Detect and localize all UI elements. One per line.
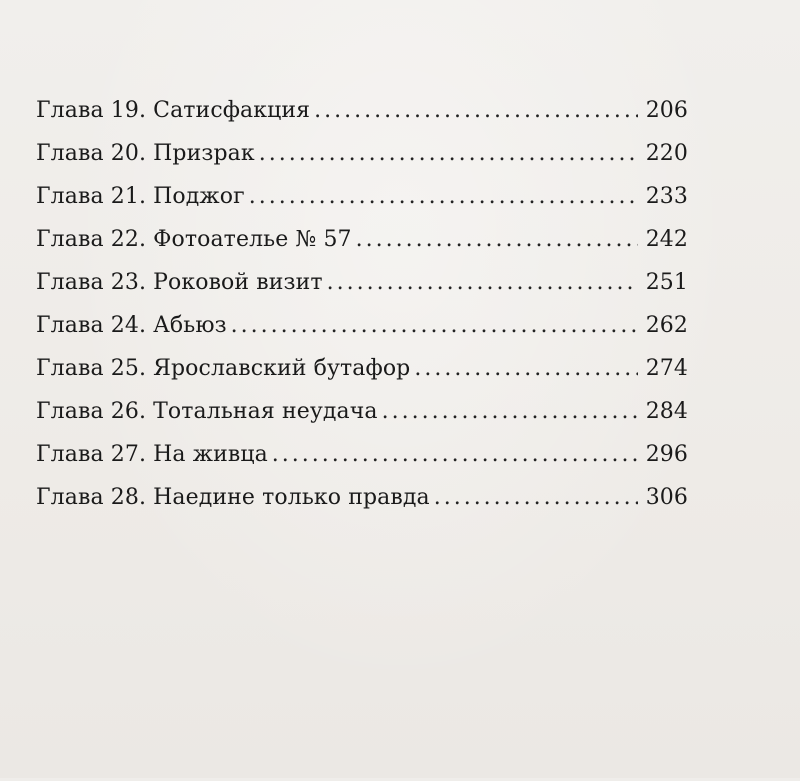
dot-leader	[434, 485, 638, 510]
toc-entry-page: 296	[645, 442, 688, 467]
toc-entry-title: Глава 21. Поджог	[36, 184, 245, 209]
dot-leader	[356, 227, 638, 252]
toc-entry-title: Глава 28. Наедине только правда	[36, 485, 430, 510]
toc-entry-page: 251	[645, 270, 688, 295]
table-of-contents	[36, 98, 688, 528]
toc-entry-page: 220	[645, 141, 688, 166]
dot-leader	[382, 399, 638, 424]
dot-leader	[272, 442, 638, 467]
dot-leader	[249, 184, 638, 209]
toc-entry-page: 306	[645, 485, 688, 510]
show-through-text	[179, 557, 781, 780]
toc-entry	[36, 399, 688, 442]
toc-entry	[36, 356, 688, 399]
toc-entry-title: Глава 24. Абьюз	[36, 313, 227, 338]
toc-entry	[36, 270, 688, 313]
toc-entry-page: 284	[645, 399, 688, 424]
dot-leader	[231, 313, 638, 338]
toc-entry-page: 206	[645, 98, 688, 123]
toc-entry-title: Глава 22. Фотоателье № 57	[36, 227, 352, 252]
dot-leader	[327, 270, 638, 295]
toc-entry-page: 274	[645, 356, 688, 381]
toc-entry	[36, 98, 688, 141]
toc-entry-page: 242	[645, 227, 688, 252]
dot-leader	[314, 98, 638, 123]
dot-leader	[414, 356, 638, 381]
toc-entry	[36, 184, 688, 227]
toc-entry-title: Глава 23. Роковой визит	[36, 270, 323, 295]
toc-entry	[36, 485, 688, 528]
toc-entry-title: Глава 27. На живца	[36, 442, 268, 467]
toc-entry-title: Глава 20. Призрак	[36, 141, 255, 166]
toc-entry-title: Глава 26. Тотальная неудача	[36, 399, 378, 424]
toc-entry-title: Глава 19. Сатисфакция	[36, 98, 311, 123]
toc-entry-page: 233	[645, 184, 688, 209]
toc-entry-title: Глава 25. Ярославский бутафор	[36, 356, 411, 381]
toc-entry	[36, 313, 688, 356]
toc-entry-page: 262	[645, 313, 688, 338]
toc-entry	[36, 141, 688, 184]
toc-entry	[36, 442, 688, 485]
dot-leader	[259, 141, 638, 166]
toc-entry	[36, 227, 688, 270]
